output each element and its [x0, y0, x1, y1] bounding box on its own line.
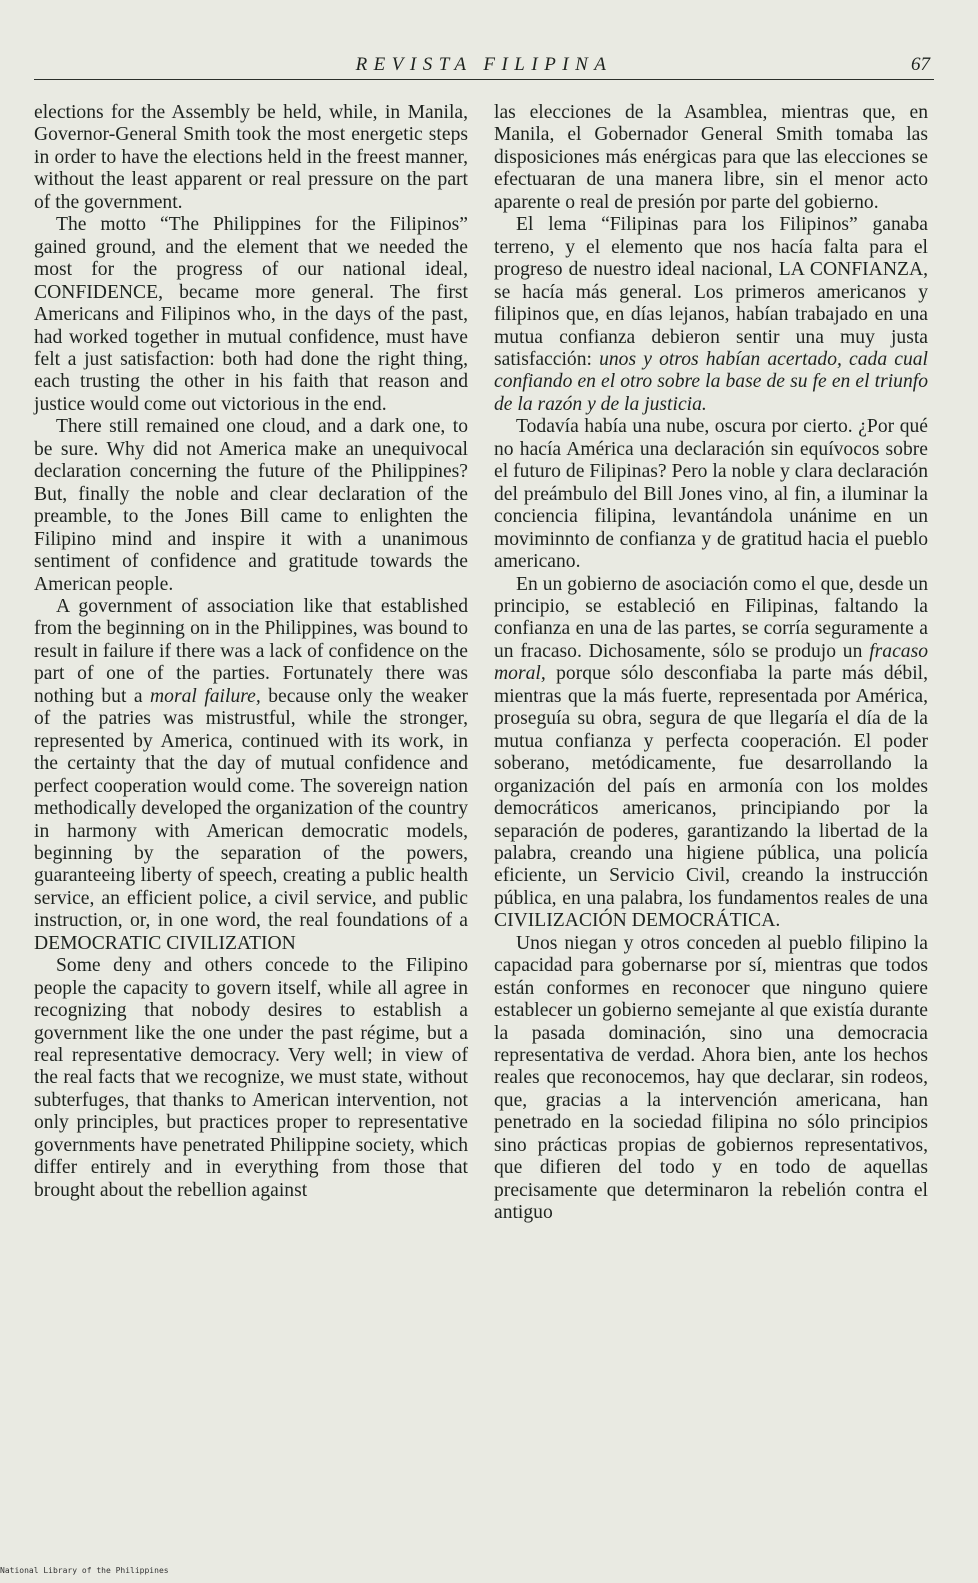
left-paragraph-4: [34, 596, 468, 955]
right-paragraph-2: [494, 214, 928, 416]
header-rule: [34, 79, 934, 80]
page-header: [34, 50, 934, 80]
right-column: [494, 102, 928, 1225]
text-run: En un gobierno de asociación como el que, desde un principio, se estableció en Filipinas, faltando la confianza en una de las partes, se corría seguramente a un fracaso. Dichosamente, sólo se produjo un: [494, 573, 928, 662]
right-paragraph-4: [494, 574, 928, 933]
left-column: [34, 102, 468, 1202]
left-paragraph-3: There still remained one cloud, and a dark one, to be sure. Why did not America make an unequivocal declaration concerning the future of the Philippines? But, finally the noble and clear declaration of the preamble, to the Jones Bill came to enlighten the Filipino mind and inspire it with a unanimous sentiment of confidence and gratitude towards the American people.: [34, 416, 468, 595]
left-paragraph-5: Some deny and others concede to the Filipino people the capacity to govern itself, while all agree in recognizing that nobody desires to establish a government like the one under the past régime, but a real representative democracy. Very well; in view of the real facts that we recognize, we must state, without subterfuges, that thanks to American intervention, not only principles, but practices proper to representative governments have penetrated Philippine society, which differ entirely and in everything from those that brought about the rebellion against: [34, 955, 468, 1201]
page-number: 67: [911, 54, 930, 75]
text-run: because only the weaker of the patries was mistrustful, while the stronger, represented by America, continued with its work, in the certainty that the day of mutual confidence and perfect cooperation would come. The sovereign nation methodically developed the organization of the country in harmony with American democratic models, beginning by the separation of the powers, guaranteeing liberty of speech, creating a public health service, an efficient police, a civil service, and public instruction, or, in one word, the real foundations of a DEMOCRATIC CIVILIZATION: [34, 685, 468, 954]
text-run: El lema “Filipinas para los Filipinos” ganaba terreno, y el elemento que nos hacía falta para el progreso de nuestro ideal nacional, LA CONFIANZA, se hacía más general. Los primeros americanos y filipinos que, en días lejanos, habían trabajado en una mutua confianza debieron sentir una muy justa satisfacción:: [494, 214, 928, 370]
italic-text-run: fracaso moral,: [494, 640, 928, 685]
text-run: A government of association like that established from the beginning on in the Philippines, was bound to result in failure if there was a lack of confidence on the part of one of the parties. Fortunately there was nothing but a: [34, 595, 468, 707]
right-paragraph-1: las elecciones de la Asamblea, mientras que, en Manila, el Gobernador General Smith tomaba las disposiciones más enérgicas para que las elecciones se efectuaran de una manera libre, sin el menor acto aparente o real de presión por parte del gobierno.: [494, 102, 928, 213]
text-run: porque sólo desconfiaba la parte más débil, mientras que la más fuerte, representada por América, proseguía su obra, segura de que llegaría el día de la mutua confianza y perfecta cooperación. El poder soberano, metódicamente, fue desarrollando la organización del país en armonía con los moldes democráticos americanos, principiando por la separación de poderes, garantizando la libertad de la palabra, creando una higiene pública, una policía eficiente, un Servicio Civil, creando la instrucción pública, en una palabra, los fundamentos reales de una CIVILIZACIÓN DEMOCRÁTICA.: [494, 663, 928, 932]
right-paragraph-5: Unos niegan y otros conceden al pueblo filipino la capacidad para gobernarse por sí, mientras que todos están conformes en reconocer que ninguno quiere establecer un gobierno semejante al que existía durante la pasada dominación, sino una democracia representativa de verdad. Ahora bien, ante los hechos reales que reconocemos, hay que declarar, sin rodeos, que, gracias a la intervención americana, han penetrado en la sociedad filipina no sólo principios sino prácticas propias de gobiernos representativos, que difieren del todo y en todo de aquellas precisamente que determinaron la rebelión contra el antiguo: [494, 932, 928, 1224]
italic-text-run: unos y otros habían acertado, cada cual confiando en el otro sobre la base de su fe en el triunfo de la razón y de la justicia.: [494, 348, 928, 415]
running-head: REVISTA FILIPINA: [355, 54, 613, 75]
left-paragraph-2: The motto “The Philippines for the Filipinos” gained ground, and the element that we needed the most for the progress of our national ideal, CONFIDENCE, became more general. The first Americans and Filipinos who, in the days of the past, had worked together in mutual confidence, must have felt a just satisfaction: both had done the right thing, each trusting the other in his faith that reason and justice would come out victorious in the end.: [34, 214, 468, 415]
footer-credit: National Library of the Philippines: [0, 1566, 169, 1575]
left-paragraph-1: elections for the Assembly be held, while, in Manila, Governor-General Smith took the most energetic steps in order to have the elections held in the freest manner, without the least apparent or real pressure on the part of the government.: [34, 102, 468, 213]
right-paragraph-3: Todavía había una nube, oscura por cierto. ¿Por qué no hacía América una declaración sin equívocos sobre el futuro de Filipinas? Pero la noble y clara declaración del preámbulo del Bill Jones vino, al fin, a iluminar la conciencia filipina, levantándola unánime en un moviminnto de confianza y de gratitud hacia el pueblo americano.: [494, 416, 928, 573]
italic-text-run: moral failure,: [150, 685, 261, 707]
